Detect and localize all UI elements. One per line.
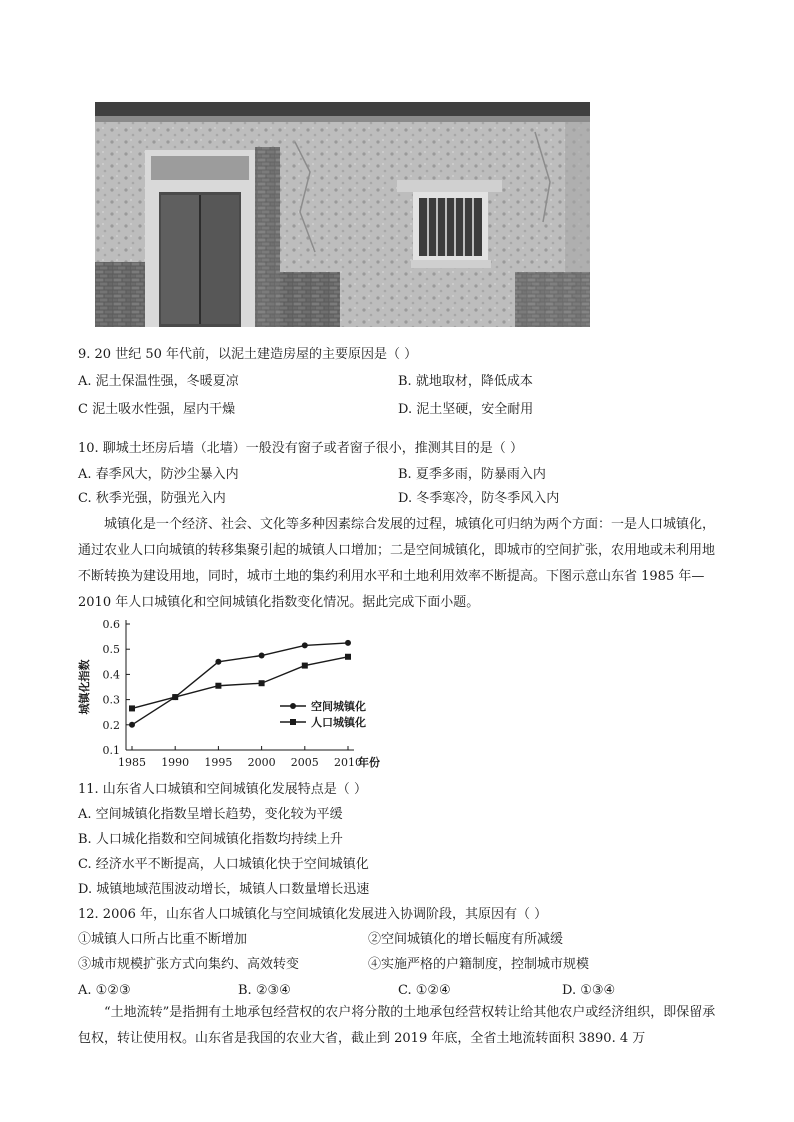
q9-stem: 9. 20 世纪 50 年代前，以泥土建造房屋的主要原因是（ ） bbox=[78, 347, 418, 362]
x-tick-label: 2010 bbox=[334, 756, 362, 769]
q11-option-a: A. 空间城镇化指数呈增长趋势，变化较为平缓 bbox=[78, 807, 343, 822]
series-2-point bbox=[172, 694, 178, 700]
q10-option-d: D. 冬季寒冷，防冬季风入内 bbox=[398, 491, 560, 506]
legend-marker-1 bbox=[290, 703, 296, 709]
q11-stem: 11. 山东省人口城镇和空间城镇化发展特点是（ ） bbox=[78, 782, 367, 797]
y-tick-label: 0.2 bbox=[102, 718, 120, 732]
legend-label-2: 人口城镇化 bbox=[311, 716, 366, 729]
q12-option-a: A. ①②③ bbox=[78, 983, 131, 998]
series-2-point bbox=[259, 680, 265, 686]
q9-option-d: D. 泥土坚硬，安全耐用 bbox=[398, 402, 534, 417]
series-1-point bbox=[302, 642, 308, 648]
passage-land-transfer: “土地流转”是指拥有土地承包经营权的农户将分散的土地承包经营权转让给其他农户或经济组织，即保留承包权，转让使用权。山东省是我国的农业大省，截止到 2019 年底，全省土地流转面积 3890. 4 万 bbox=[78, 1005, 716, 1046]
q12-item-3: ③城市规模扩张方式向集约、高效转变 bbox=[78, 957, 300, 972]
q12-item-4: ④实施严格的户籍制度，控制城市规模 bbox=[368, 957, 590, 972]
q12-item-1: ①城镇人口所占比重不断增加 bbox=[78, 932, 248, 947]
x-tick-label: 1985 bbox=[118, 756, 146, 769]
y-tick-label: 0.5 bbox=[102, 643, 120, 657]
series-2-point bbox=[345, 654, 351, 660]
x-tick-label: 1995 bbox=[204, 756, 233, 769]
q12-stem: 12. 2006 年，山东省人口城镇化与空间城镇化发展进入协调阶段，其原因有（ ） bbox=[78, 907, 548, 922]
y-tick-label: 0.3 bbox=[102, 693, 120, 707]
series-1-point bbox=[259, 653, 265, 659]
q10-option-c: C. 秋季光强，防强光入内 bbox=[78, 491, 226, 506]
q11-option-d: D. 城镇地域范围波动增长，城镇人口数量增长迅速 bbox=[78, 882, 370, 897]
q11-option-c: C. 经济水平不断提高，人口城镇化快于空间城镇化 bbox=[78, 857, 369, 872]
q9-option-b: B. 就地取材，降低成本 bbox=[398, 374, 533, 389]
q10-option-b: B. 夏季多雨，防暴雨入内 bbox=[398, 467, 546, 482]
q11-option-b: B. 人口城化指数和空间城镇化指数均持续上升 bbox=[78, 832, 343, 847]
q9-option-a: A. 泥土保温性强，冬暖夏凉 bbox=[78, 374, 239, 389]
q10-stem: 10. 聊城土坯房后墙（北墙）一般没有窗子或者窗子很小，推测其目的是（ ） bbox=[78, 441, 523, 456]
x-tick-label: 2005 bbox=[290, 756, 319, 769]
passage-urbanization: 城镇化是一个经济、社会、文化等多种因素综合发展的过程，城镇化可归纳为两个方面：一是人口城镇化，通过农业人口向城镇的转移集聚引起的城镇人口增加；二是空间城镇化，即城市的空间扩张，农用地或未利用地不断转换为建设用地，同时，城市土地的集约利用水平和土地利用效率不断提高。下图示意山东省 1985 年—2010 年人口城镇化和空间城镇化指数变化情况。据此完成下面小题。 bbox=[78, 517, 716, 610]
series-2-point bbox=[215, 683, 221, 689]
legend-label-1: 空间城镇化 bbox=[311, 700, 366, 713]
series-2-point bbox=[302, 663, 308, 669]
legend-marker-2 bbox=[290, 719, 296, 725]
y-tick-label: 0.1 bbox=[102, 744, 120, 757]
q12-option-d: D. ①③④ bbox=[562, 983, 616, 998]
q9-option-c: C 泥土吸水性强，屋内干燥 bbox=[78, 402, 236, 417]
series-1-point bbox=[215, 659, 221, 665]
series-1-point bbox=[129, 722, 135, 728]
q10-option-a: A. 春季风大，防沙尘暴入内 bbox=[78, 467, 239, 482]
y-tick-label: 0.6 bbox=[102, 618, 120, 631]
x-tick-label: 1990 bbox=[161, 756, 190, 769]
q12-option-c: C. ①②④ bbox=[398, 983, 451, 998]
mud-house-photo bbox=[95, 102, 590, 327]
series-1-point bbox=[345, 640, 351, 646]
x-axis-label: 年份 bbox=[358, 756, 380, 769]
q12-option-b: B. ②③④ bbox=[238, 983, 291, 998]
urbanization-index-chart bbox=[72, 612, 394, 774]
series-2-point bbox=[129, 705, 135, 711]
y-tick-label: 0.4 bbox=[102, 668, 120, 682]
x-tick-label: 2000 bbox=[247, 756, 276, 769]
q12-item-2: ②空间城镇化的增长幅度有所减缓 bbox=[368, 932, 564, 947]
y-axis-label: 城镇化指数 bbox=[78, 659, 91, 715]
